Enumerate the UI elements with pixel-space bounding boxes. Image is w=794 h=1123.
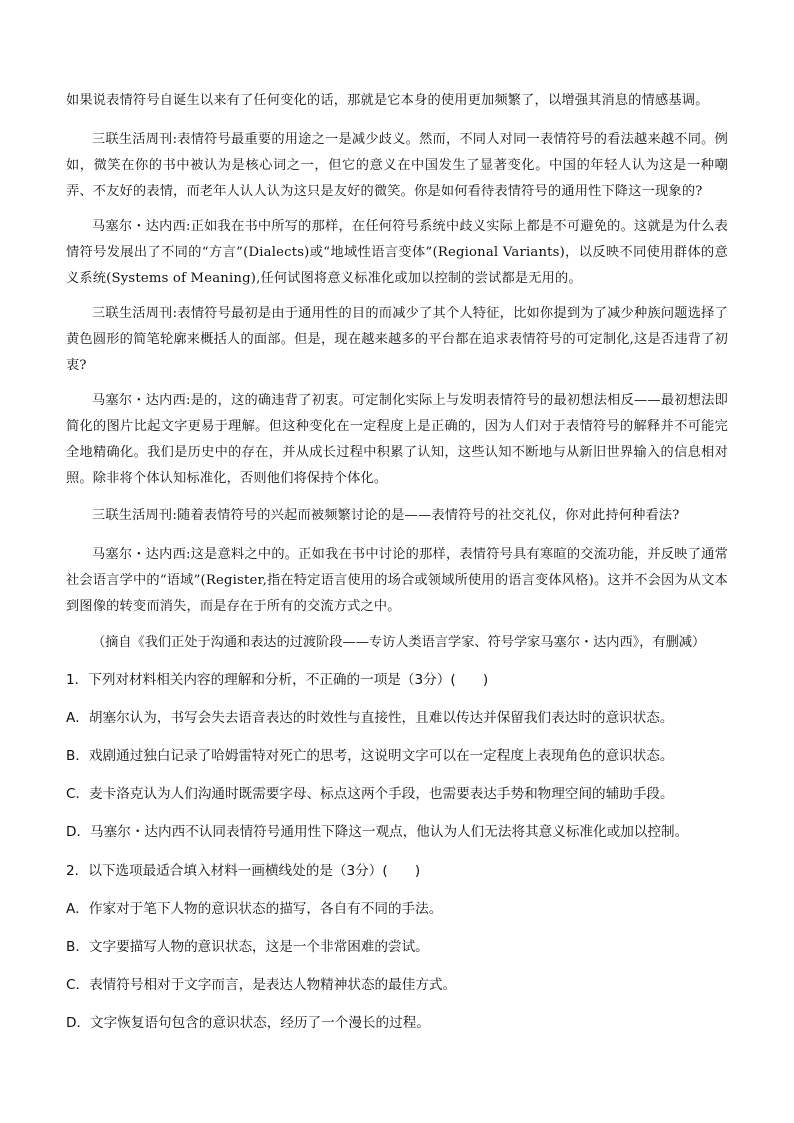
option-b: B．文字要描写人物的意识状态，这是一个非常困难的尝试。 <box>66 939 429 955</box>
question-stem: 2．以下选项最适合填入材料一画横线处的是（3分）( ) <box>66 863 421 879</box>
article-paragraph: 三联生活周刊:表情符号最重要的用途之一是减少歧义。然而，不同人对同一表情符号的看法越来越不同。例如，微笑在你的书中被认为是核心词之一，但它的意义在中国发生了显著变化。中国的年轻人认为这是一种嘲弄、不友好的表情，而老年人认人认为这只是友好的微笑。你是如何看待表情符号的通用性下降这一现象的? <box>66 132 728 199</box>
article-paragraph: 马塞尔・达内西:这是意料之中的。正如我在书中讨论的那样，表情符号具有寒暄的交流功能，并反映了通常社会语言学中的“语域”(Register,指在特定语言使用的场合或领域所使用的语言变体风格)。这并不会因为从文本到图像的转变而消失，而是存在于所有的交流方式之中。 <box>66 547 728 614</box>
article-paragraph: 马塞尔・达内西:是的，这的确违背了初衷。可定制化实际上与发明表情符号的最初想法相反——最初想法即简化的图片比起文字更易于理解。但这种变化在一定程度上是正确的，因为人们对于表情符号的解释并不可能完全地精确化。我们是历史中的存在，并从成长过程中积累了认知，这些认知不断地与从新旧世界输入的信息相对照。除非将个体认知标准化，否则他们将保持个体化。 <box>66 393 728 486</box>
option-c: C．麦卡洛克认为人们沟通时既需要字母、标点这两个手段，也需要表达手势和物理空间的辅助手段。 <box>66 786 674 802</box>
article-paragraph: 三联生活周刊:随着表情符号的兴起而被频繁讨论的是——表情符号的社交礼仪，你对此持何种看法? <box>92 508 680 523</box>
article-paragraph: 马塞尔・达内西:正如我在书中所写的那样，在任何符号系统中歧义实际上都是不可避免的。这就是为什么表情符号发展出了不同的“方言”(Dialects)或“地域性语言变体”(Regional Variants)，以反映不同使用群体的意义系统(Systems of Meaning),任何试图将意义标准化或加以控制的尝试都是无用的。 <box>66 219 728 286</box>
article-paragraph: 三联生活周刊:表情符号最初是由于通用性的目的而减少了其个人特征，比如你提到为了减少种族问题选择了黄色圆形的简笔轮廓来概括人的面部。但是，现在越来越多的平台都在追求表情符号的可定制化,这是否违背了初衷? <box>66 306 728 373</box>
option-a: A．作家对于笔下人物的意识状态的描写，各自有不同的手法。 <box>66 901 443 917</box>
option-c: C．表情符号相对于文字而言，是表达人物精神状态的最佳方式。 <box>66 977 457 993</box>
option-b: B．戏剧通过独白记录了哈姆雷特对死亡的思考，这说明文字可以在一定程度上表现角色的意识状态。 <box>66 748 674 764</box>
option-d: D．马塞尔・达内西不认同表情符号通用性下降这一观点，他认为人们无法将其意义标准化或加以控制。 <box>66 824 689 840</box>
article-paragraph: 如果说表情符号自诞生以来有了任何变化的话，那就是它本身的使用更加频繁了，以增强其消息的情感基调。 <box>66 93 709 108</box>
option-a: A．胡塞尔认为，书写会失去语音表达的时效性与直接性，且难以传达并保留我们表达时的意识状态。 <box>66 710 674 726</box>
question-stem: 1．下列对材料相关内容的理解和分析，不正确的一项是（3分）( ) <box>66 672 489 688</box>
source-citation: （摘自《我们正处于沟通和表达的过渡阶段——专访人类语言学家、符号学家马塞尔・达内西》，有删减） <box>92 635 706 650</box>
option-d: D．文字恢复语句包含的意识状态，经历了一个漫长的过程。 <box>66 1015 430 1031</box>
